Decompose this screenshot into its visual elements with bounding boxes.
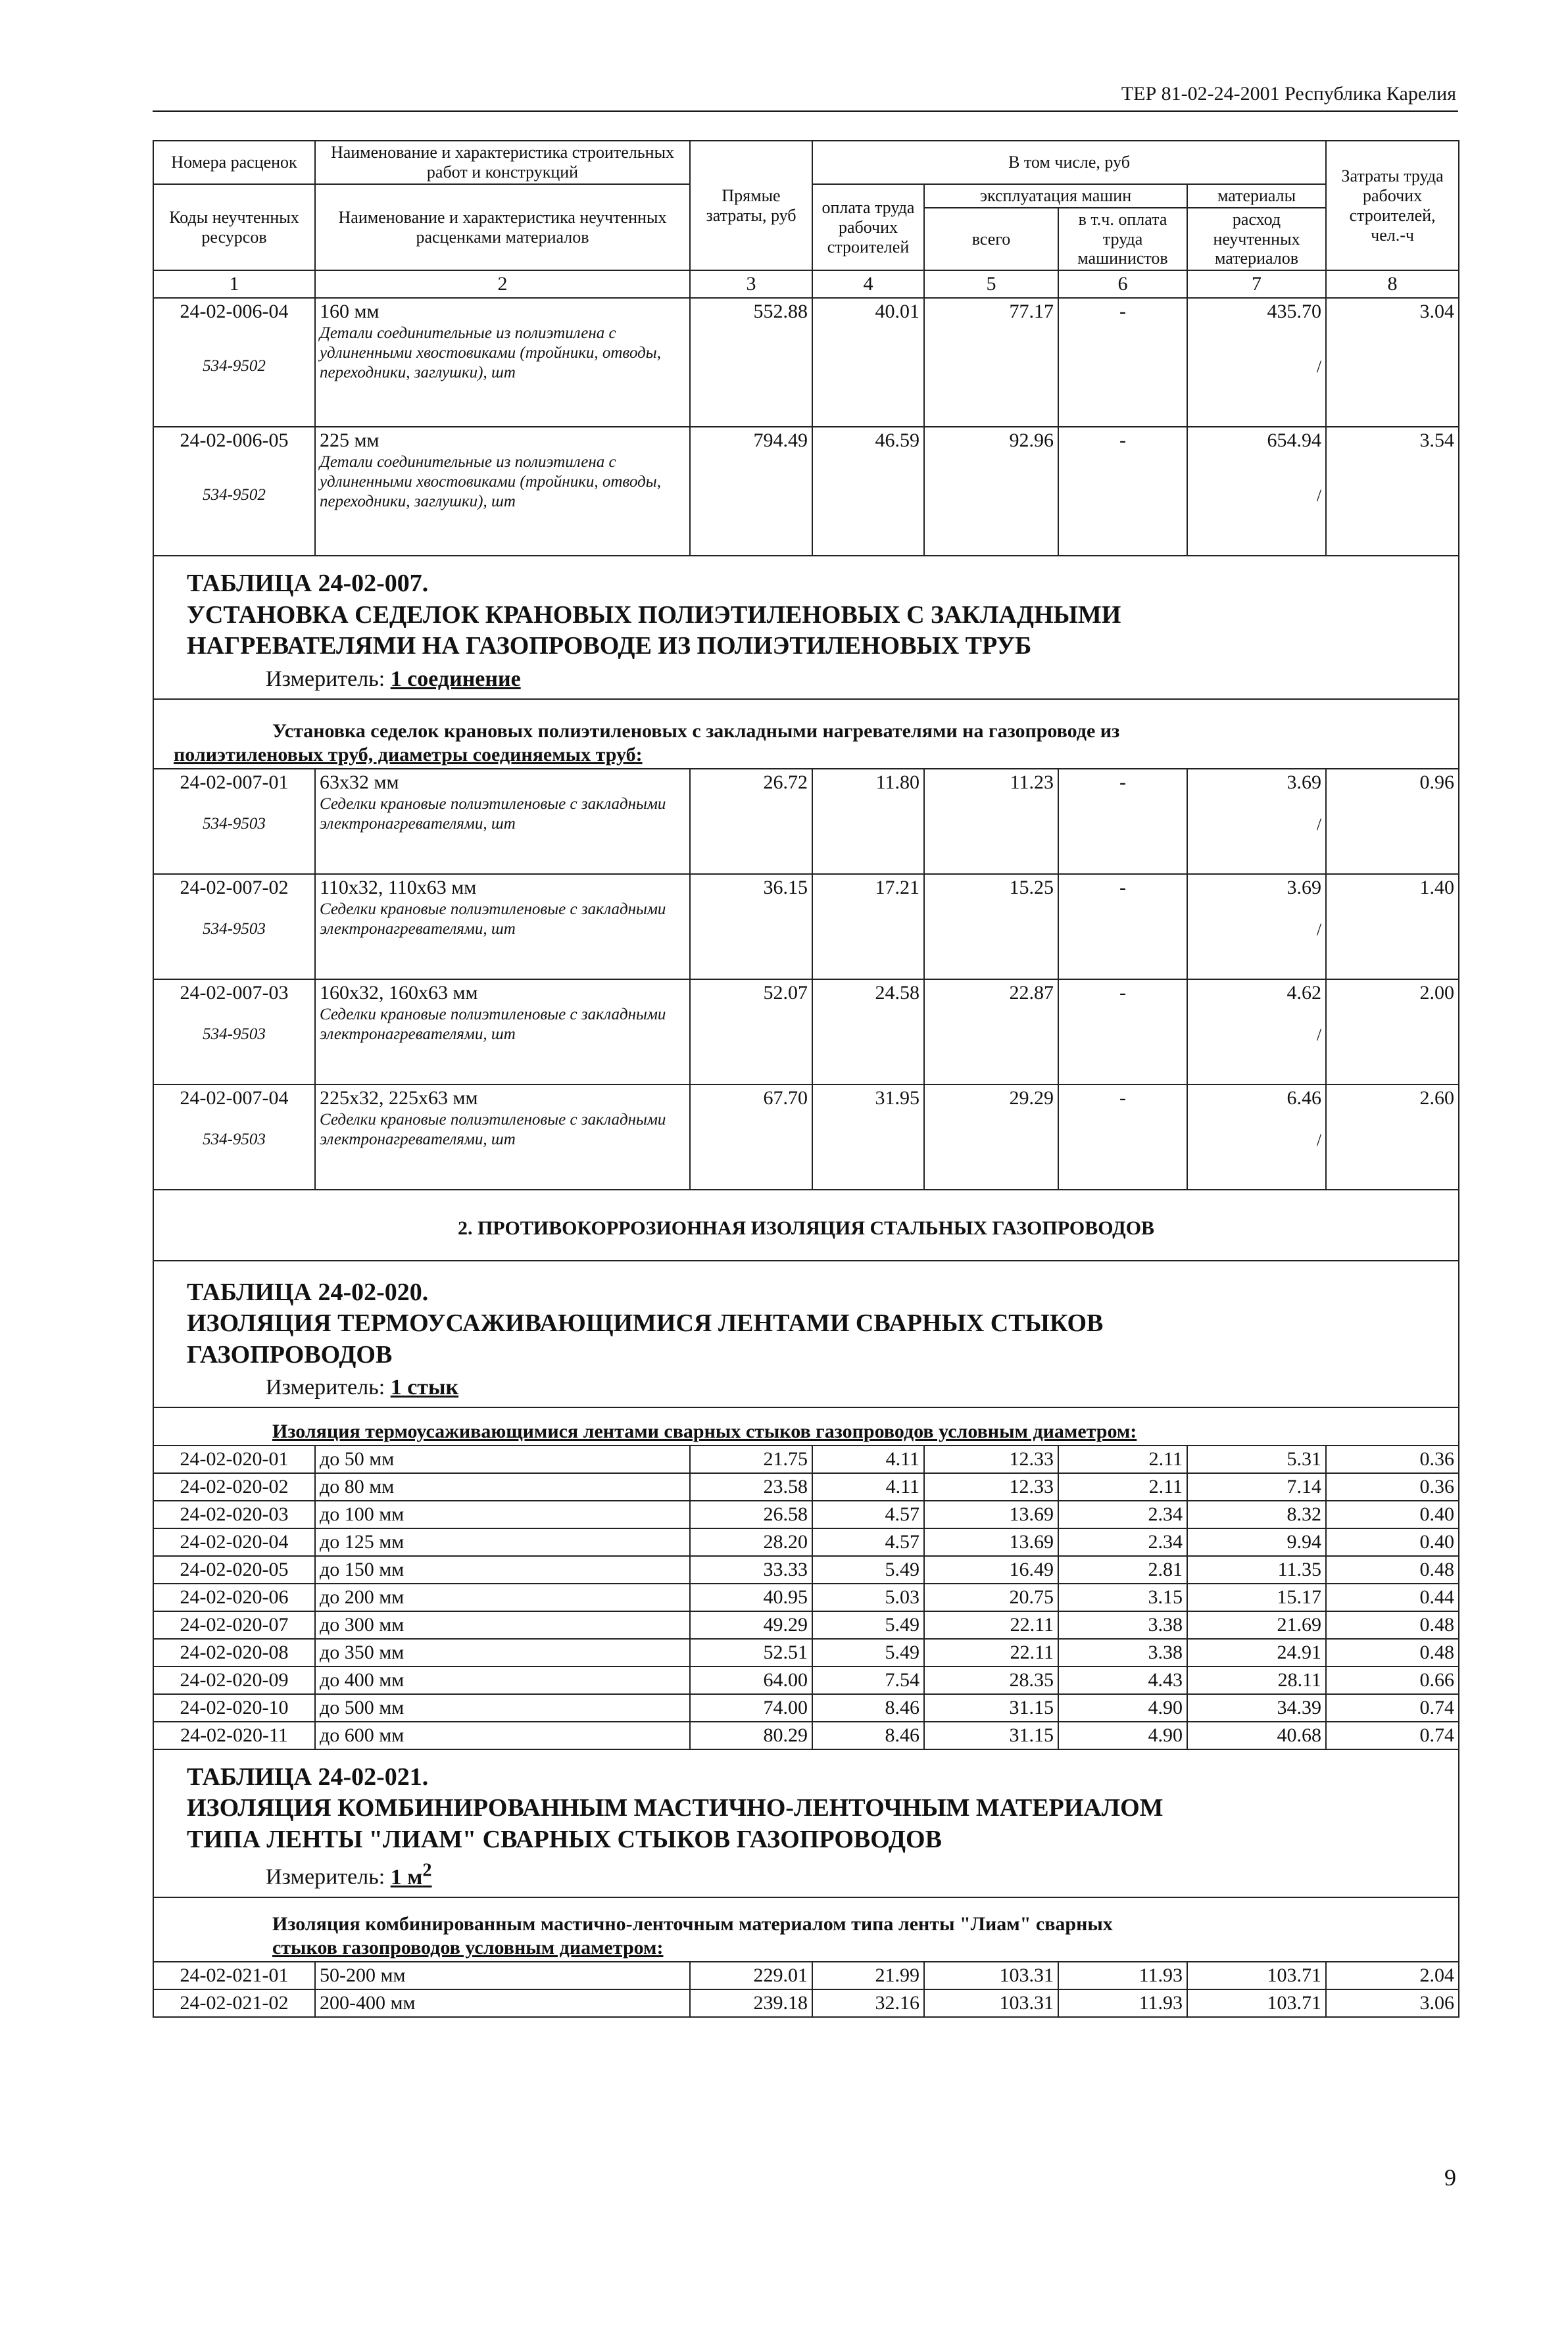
machinist-pay: 4.90	[1058, 1722, 1187, 1749]
col-head-work-name: Наименование и характеристика строительных работ и конструкций	[315, 141, 690, 184]
worker-pay: 11.80	[812, 769, 924, 874]
col-head-materials: материалы	[1187, 184, 1326, 208]
section-row	[153, 1897, 1459, 1962]
labor: 2.00	[1326, 979, 1459, 1084]
materials-value: 4.62	[1286, 981, 1322, 1004]
table-row	[153, 1501, 1459, 1528]
worker-pay: 7.54	[812, 1667, 924, 1694]
worker-pay: 5.49	[812, 1556, 924, 1584]
row-name-cell	[315, 427, 690, 556]
machinist-pay: 4.90	[1058, 1694, 1187, 1722]
header-rule	[153, 110, 1458, 112]
table-row	[153, 1667, 1459, 1694]
table-heading: ИЗОЛЯЦИЯ ТЕРМОУСАЖИВАЮЩИМИСЯ ЛЕНТАМИ СВАРНЫХ СТЫКОВ ГАЗОПРОВОДОВ	[187, 1309, 1104, 1369]
machinist-pay: -	[1058, 769, 1187, 874]
measure-label: Измеритель:	[266, 1864, 385, 1889]
worker-pay: 5.49	[812, 1611, 924, 1639]
measure-unit-power: 2	[422, 1860, 432, 1881]
worker-pay: 5.03	[812, 1584, 924, 1611]
labor: 0.44	[1326, 1584, 1459, 1611]
rate-code: 24-02-007-04	[180, 1086, 289, 1109]
col-num: 5	[924, 270, 1058, 298]
materials-cell	[1187, 1084, 1326, 1190]
col-num: 7	[1187, 270, 1326, 298]
row-code-cell	[153, 979, 315, 1084]
rate-code: 24-02-007-03	[180, 981, 289, 1004]
direct-cost: 67.70	[690, 1084, 812, 1190]
work-name: до 600 мм	[315, 1722, 690, 1749]
machines-total: 12.33	[924, 1473, 1058, 1501]
labor: 0.36	[1326, 1446, 1459, 1473]
machines-total: 29.29	[924, 1084, 1058, 1190]
labor: 0.48	[1326, 1639, 1459, 1667]
table-row	[153, 1962, 1459, 1989]
machines-total: 77.17	[924, 298, 1058, 427]
machinist-pay: 11.93	[1058, 1989, 1187, 2017]
materials-value: 28.11	[1187, 1667, 1326, 1694]
material-name: Седелки крановые полиэтиленовые с закладными электронагревателями, шт	[320, 1005, 666, 1043]
materials-value: 21.69	[1187, 1611, 1326, 1639]
work-name: 63х32 мм	[320, 771, 399, 793]
section-row	[153, 1190, 1459, 1261]
section-title: 2. ПРОТИВОКОРРОЗИОННАЯ ИЗОЛЯЦИЯ СТАЛЬНЫХ ГАЗОПРОВОДОВ	[153, 1190, 1459, 1261]
row-code-cell	[153, 874, 315, 979]
direct-cost: 80.29	[690, 1722, 812, 1749]
section-heading: Установка седелок крановых полиэтиленовых с закладными нагревателями на газопроводе из	[272, 719, 1120, 742]
section-heading-cell	[153, 699, 1459, 769]
material-name: Детали соединительные из полиэтилена с удлиненными хвостовиками (тройники, отводы, переходники, заглушки), шт	[320, 324, 661, 382]
row-name-cell	[315, 874, 690, 979]
measure-line	[167, 1859, 1445, 1891]
machines-total: 15.25	[924, 874, 1058, 979]
measure-value: 1 соединение	[390, 666, 521, 691]
worker-pay: 4.57	[812, 1501, 924, 1528]
table-row	[153, 1639, 1459, 1667]
worker-pay: 31.95	[812, 1084, 924, 1190]
work-name: до 350 мм	[315, 1639, 690, 1667]
direct-cost: 26.72	[690, 769, 812, 874]
rate-code: 24-02-021-02	[153, 1989, 315, 2017]
machinist-pay: 4.43	[1058, 1667, 1187, 1694]
machinist-pay: 2.34	[1058, 1528, 1187, 1556]
table-row	[153, 979, 1459, 1084]
materials-value: 654.94	[1267, 429, 1322, 452]
resource-code: 534-9502	[203, 357, 266, 376]
table-row	[153, 769, 1459, 874]
machinist-pay: -	[1058, 298, 1187, 427]
worker-pay: 21.99	[812, 1962, 924, 1989]
table-row	[153, 298, 1459, 427]
machines-total: 103.31	[924, 1962, 1058, 1989]
table-row	[153, 1528, 1459, 1556]
material-use: /	[1316, 1025, 1322, 1044]
table-title	[167, 1762, 1445, 1856]
direct-cost: 552.88	[690, 298, 812, 427]
direct-cost: 74.00	[690, 1694, 812, 1722]
row-code-cell	[153, 427, 315, 556]
work-name: до 500 мм	[315, 1694, 690, 1722]
resource-code: 534-9503	[203, 919, 266, 938]
direct-cost: 21.75	[690, 1446, 812, 1473]
material-name: Седелки крановые полиэтиленовые с закладными электронагревателями, шт	[320, 1110, 666, 1148]
material-name: Детали соединительные из полиэтилена с удлиненными хвостовиками (тройники, отводы, переходники, заглушки), шт	[320, 453, 661, 511]
resource-code: 534-9503	[203, 814, 266, 833]
table-row	[153, 1611, 1459, 1639]
col-num: 4	[812, 270, 924, 298]
col-head-rate-number: Номера расценок	[153, 141, 315, 184]
rate-code: 24-02-007-02	[180, 876, 289, 898]
running-header: ТЕР 81-02-24-2001 Республика Карелия	[1121, 83, 1456, 105]
direct-cost: 33.33	[690, 1556, 812, 1584]
labor: 0.66	[1326, 1667, 1459, 1694]
machinist-pay: -	[1058, 979, 1187, 1084]
col-num: 8	[1326, 270, 1459, 298]
table-row	[153, 1556, 1459, 1584]
table-row	[153, 1722, 1459, 1749]
worker-pay: 32.16	[812, 1989, 924, 2017]
col-head-machinist-pay: в т.ч. оплата труда машинистов	[1058, 208, 1187, 271]
labor: 0.48	[1326, 1611, 1459, 1639]
labor: 2.04	[1326, 1962, 1459, 1989]
table-label: ТАБЛИЦА 24-02-020.	[187, 1278, 429, 1306]
materials-value: 11.35	[1187, 1556, 1326, 1584]
material-use: /	[1316, 1130, 1322, 1150]
machines-total: 22.11	[924, 1611, 1058, 1639]
materials-value: 8.32	[1187, 1501, 1326, 1528]
measure-line	[167, 1375, 1445, 1401]
column-numbers-row	[153, 270, 1459, 298]
machines-total: 31.15	[924, 1694, 1058, 1722]
machines-total: 31.15	[924, 1722, 1058, 1749]
machinist-pay: 11.93	[1058, 1962, 1187, 1989]
resource-code: 534-9503	[203, 1130, 266, 1148]
table-title-cell	[153, 1261, 1459, 1407]
measure-unit: 1 м	[390, 1864, 423, 1889]
materials-value: 40.68	[1187, 1722, 1326, 1749]
table-row	[153, 1989, 1459, 2017]
material-name: Седелки крановые полиэтиленовые с закладными электронагревателями, шт	[320, 900, 666, 938]
worker-pay: 4.11	[812, 1446, 924, 1473]
col-head-resource-codes: Коды неучтенных ресурсов	[153, 184, 315, 271]
machinist-pay: 3.15	[1058, 1584, 1187, 1611]
material-name: Седелки крановые полиэтиленовые с закладными электронагревателями, шт	[320, 794, 666, 833]
labor: 3.06	[1326, 1989, 1459, 2017]
page-number: 9	[1444, 2164, 1456, 2191]
measure-value	[390, 1860, 432, 1889]
material-use: /	[1316, 357, 1322, 377]
col-head-machines-total: всего	[924, 208, 1058, 271]
material-use: /	[1316, 486, 1322, 506]
machinist-pay: 2.11	[1058, 1473, 1187, 1501]
direct-cost: 52.07	[690, 979, 812, 1084]
rate-code: 24-02-006-04	[180, 301, 289, 323]
labor: 0.40	[1326, 1528, 1459, 1556]
materials-value: 103.71	[1187, 1962, 1326, 1989]
materials-value: 7.14	[1187, 1473, 1326, 1501]
machinist-pay: -	[1058, 427, 1187, 556]
labor: 3.04	[1326, 298, 1459, 427]
work-name: до 100 мм	[315, 1501, 690, 1528]
rate-code: 24-02-020-11	[153, 1722, 315, 1749]
materials-value: 6.46	[1286, 1086, 1322, 1109]
work-name: 50-200 мм	[315, 1962, 690, 1989]
section-row	[153, 699, 1459, 769]
table-title	[167, 1277, 1445, 1371]
table-row	[153, 1446, 1459, 1473]
work-name: до 300 мм	[315, 1611, 690, 1639]
direct-cost: 229.01	[690, 1962, 812, 1989]
col-head-material-name: Наименование и характеристика неучтенных расценками материалов	[315, 184, 690, 271]
rate-code: 24-02-020-03	[153, 1501, 315, 1528]
rate-code: 24-02-020-02	[153, 1473, 315, 1501]
labor: 0.74	[1326, 1722, 1459, 1749]
machinist-pay: 3.38	[1058, 1639, 1187, 1667]
work-name: до 200 мм	[315, 1584, 690, 1611]
rate-code: 24-02-020-04	[153, 1528, 315, 1556]
machinist-pay: 3.38	[1058, 1611, 1187, 1639]
machinist-pay: -	[1058, 874, 1187, 979]
labor: 0.40	[1326, 1501, 1459, 1528]
table-title-row	[153, 1749, 1459, 1897]
materials-cell	[1187, 298, 1326, 427]
col-head-direct-cost: Прямые затраты, руб	[690, 141, 812, 270]
direct-cost: 40.95	[690, 1584, 812, 1611]
table-title-row	[153, 556, 1459, 698]
machines-total: 22.87	[924, 979, 1058, 1084]
col-head-machines: эксплуатация машин	[924, 184, 1187, 208]
section-heading-cont	[174, 743, 1454, 767]
labor: 0.48	[1326, 1556, 1459, 1584]
machines-total: 22.11	[924, 1639, 1058, 1667]
direct-cost: 52.51	[690, 1639, 812, 1667]
header-row-1	[153, 141, 1459, 184]
work-name: 160х32, 160х63 мм	[320, 981, 478, 1004]
rate-code: 24-02-020-05	[153, 1556, 315, 1584]
row-name-cell	[315, 1084, 690, 1190]
material-use: /	[1316, 919, 1322, 939]
measure-line	[167, 666, 1445, 693]
materials-value: 3.69	[1286, 876, 1322, 898]
direct-cost: 794.49	[690, 427, 812, 556]
machinist-pay: 2.81	[1058, 1556, 1187, 1584]
col-head-labor: Затраты труда рабочих строителей, чел.-ч	[1326, 141, 1459, 270]
direct-cost: 49.29	[690, 1611, 812, 1639]
work-name: до 150 мм	[315, 1556, 690, 1584]
table-title	[167, 568, 1445, 662]
section-heading-cell	[153, 1897, 1459, 1962]
direct-cost: 26.58	[690, 1501, 812, 1528]
direct-cost: 36.15	[690, 874, 812, 979]
work-name: 110х32, 110х63 мм	[320, 876, 477, 898]
worker-pay: 40.01	[812, 298, 924, 427]
materials-cell	[1187, 979, 1326, 1084]
labor: 0.36	[1326, 1473, 1459, 1501]
rate-code: 24-02-020-10	[153, 1694, 315, 1722]
work-name: до 125 мм	[315, 1528, 690, 1556]
table-title-row	[153, 1261, 1459, 1407]
work-name: 200-400 мм	[315, 1989, 690, 2017]
rates-table	[153, 140, 1459, 2018]
table-heading: УСТАНОВКА СЕДЕЛОК КРАНОВЫХ ПОЛИЭТИЛЕНОВЫХ С ЗАКЛАДНЫМИ НАГРЕВАТЕЛЯМИ НА ГАЗОПРОВОДЕ ИЗ ПОЛИЭТИЛЕНОВЫХ ТРУБ	[187, 600, 1121, 660]
work-name: 225х32, 225х63 мм	[320, 1086, 478, 1109]
machines-total: 12.33	[924, 1446, 1058, 1473]
col-num: 3	[690, 270, 812, 298]
labor: 1.40	[1326, 874, 1459, 979]
worker-pay: 24.58	[812, 979, 924, 1084]
col-head-worker-pay: оплата труда рабочих строителей	[812, 184, 924, 271]
direct-cost: 239.18	[690, 1989, 812, 2017]
section-heading-cont	[272, 1936, 1454, 1960]
col-num: 2	[315, 270, 690, 298]
materials-value: 3.69	[1286, 771, 1322, 793]
work-name: 160 мм	[320, 301, 380, 323]
materials-value: 15.17	[1187, 1584, 1326, 1611]
work-name: до 80 мм	[315, 1473, 690, 1501]
table-row	[153, 427, 1459, 556]
worker-pay: 5.49	[812, 1639, 924, 1667]
machines-total: 28.35	[924, 1667, 1058, 1694]
materials-value: 9.94	[1187, 1528, 1326, 1556]
rate-code: 24-02-020-09	[153, 1667, 315, 1694]
table-title-cell	[153, 1749, 1459, 1897]
rate-code: 24-02-020-07	[153, 1611, 315, 1639]
table-title-cell	[153, 556, 1459, 698]
work-name: до 50 мм	[315, 1446, 690, 1473]
materials-cell	[1187, 427, 1326, 556]
materials-cell	[1187, 874, 1326, 979]
machines-total: 13.69	[924, 1501, 1058, 1528]
section-heading-underlined: полиэтиленовых труб, диаметры соединяемых труб:	[174, 743, 643, 766]
worker-pay: 4.11	[812, 1473, 924, 1501]
labor: 0.74	[1326, 1694, 1459, 1722]
table-heading: ИЗОЛЯЦИЯ КОМБИНИРОВАННЫМ МАСТИЧНО-ЛЕНТОЧНЫМ МАТЕРИАЛОМ ТИПА ЛЕНТЫ "ЛИАМ" СВАРНЫХ СТЫКОВ ГАЗОПРОВОДОВ	[187, 1794, 1164, 1853]
col-head-material-use: расход неучтенных материалов	[1187, 208, 1326, 271]
machines-total: 103.31	[924, 1989, 1058, 2017]
measure-value: 1 стык	[390, 1375, 459, 1400]
direct-cost: 28.20	[690, 1528, 812, 1556]
machinist-pay: 2.34	[1058, 1501, 1187, 1528]
machines-total: 20.75	[924, 1584, 1058, 1611]
section-heading: Изоляция комбинированным мастично-ленточным материалом типа ленты "Лиам" сварных	[272, 1912, 1113, 1935]
measure-label: Измеритель:	[266, 1375, 385, 1400]
col-num: 1	[153, 270, 315, 298]
section-row	[153, 1407, 1459, 1446]
materials-value: 5.31	[1187, 1446, 1326, 1473]
work-name: 225 мм	[320, 429, 380, 452]
worker-pay: 46.59	[812, 427, 924, 556]
materials-value: 103.71	[1187, 1989, 1326, 2017]
row-name-cell	[315, 769, 690, 874]
rate-code: 24-02-007-01	[180, 771, 289, 793]
labor: 2.60	[1326, 1084, 1459, 1190]
section-heading: Изоляция термоусаживающимися лентами сварных стыков газопроводов условным диаметром:	[272, 1420, 1137, 1442]
materials-value: 24.91	[1187, 1639, 1326, 1667]
row-code-cell	[153, 298, 315, 427]
rate-code: 24-02-020-06	[153, 1584, 315, 1611]
machines-total: 16.49	[924, 1556, 1058, 1584]
worker-pay: 17.21	[812, 874, 924, 979]
col-head-group: В том числе, руб	[812, 141, 1326, 184]
section-heading-cell	[153, 1407, 1459, 1446]
resource-code: 534-9502	[203, 486, 266, 504]
worker-pay: 8.46	[812, 1694, 924, 1722]
table-row	[153, 1473, 1459, 1501]
row-name-cell	[315, 298, 690, 427]
rate-code: 24-02-021-01	[153, 1962, 315, 1989]
machines-total: 13.69	[924, 1528, 1058, 1556]
section-heading-underlined: стыков газопроводов условным диаметром:	[272, 1936, 664, 1959]
labor: 0.96	[1326, 769, 1459, 874]
labor: 3.54	[1326, 427, 1459, 556]
worker-pay: 4.57	[812, 1528, 924, 1556]
col-num: 6	[1058, 270, 1187, 298]
direct-cost: 23.58	[690, 1473, 812, 1501]
material-use: /	[1316, 814, 1322, 834]
table-row	[153, 1694, 1459, 1722]
table-row	[153, 1584, 1459, 1611]
machinist-pay: -	[1058, 1084, 1187, 1190]
direct-cost: 64.00	[690, 1667, 812, 1694]
materials-cell	[1187, 769, 1326, 874]
worker-pay: 8.46	[812, 1722, 924, 1749]
row-code-cell	[153, 769, 315, 874]
rate-code: 24-02-020-01	[153, 1446, 315, 1473]
machines-total: 92.96	[924, 427, 1058, 556]
table-label: ТАБЛИЦА 24-02-021.	[187, 1763, 429, 1791]
machines-total: 11.23	[924, 769, 1058, 874]
materials-value: 435.70	[1267, 301, 1322, 323]
machinist-pay: 2.11	[1058, 1446, 1187, 1473]
row-code-cell	[153, 1084, 315, 1190]
work-name: до 400 мм	[315, 1667, 690, 1694]
materials-value: 34.39	[1187, 1694, 1326, 1722]
resource-code: 534-9503	[203, 1025, 266, 1043]
table-label: ТАБЛИЦА 24-02-007.	[187, 570, 429, 598]
rate-code: 24-02-020-08	[153, 1639, 315, 1667]
table-row	[153, 1084, 1459, 1190]
row-name-cell	[315, 979, 690, 1084]
rate-code: 24-02-006-05	[180, 429, 289, 452]
table-row	[153, 874, 1459, 979]
measure-label: Измеритель:	[266, 666, 385, 691]
